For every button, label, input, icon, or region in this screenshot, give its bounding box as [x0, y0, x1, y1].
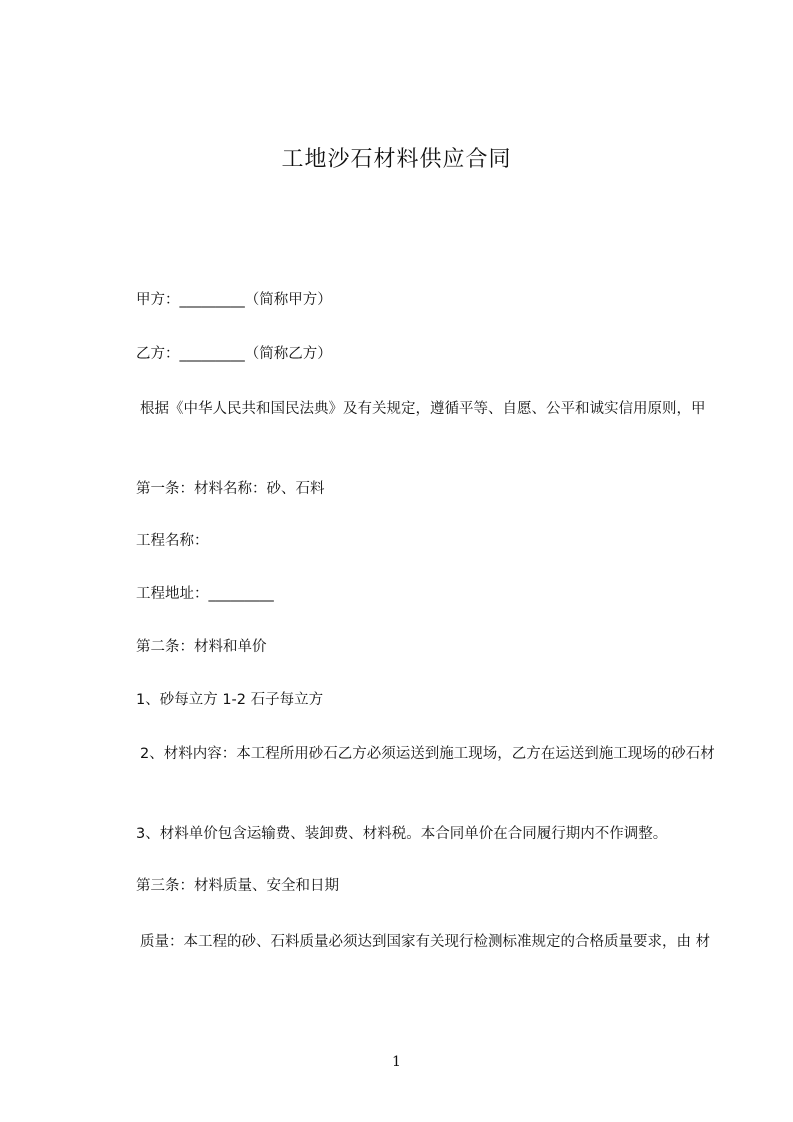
preamble-paragraph: 根据《中华人民共和国民法典》及有关规定，遵循平等、自愿、公平和诚实信用原则，甲: [140, 401, 706, 417]
project-address-line: 工程地址：_________: [136, 586, 274, 602]
article-2-heading: 第二条：材料和单价: [136, 639, 267, 655]
page-number: 1: [392, 1054, 401, 1070]
item-1-line: 1、砂每立方 1-2 石子每立方: [136, 692, 324, 708]
item-3-line: 3、材料单价包含运输费、装卸费、材料税。本合同单价在合同履行期内不作调整。: [136, 826, 668, 842]
article-3-heading: 第三条：材料质量、安全和日期: [136, 878, 339, 894]
article-1-heading: 第一条：材料名称：砂、石料: [136, 481, 325, 497]
quality-paragraph: 质量：本工程的砂、石料质量必须达到国家有关现行检测标准规定的合格质量要求，由 材: [140, 934, 711, 950]
party-a-line: 甲方：_________（简称甲方）: [136, 292, 332, 308]
party-b-line: 乙方：_________（简称乙方）: [136, 346, 332, 362]
project-name-line: 工程名称：: [136, 533, 209, 549]
document-title: 工地沙石材料供应合同: [281, 147, 512, 172]
item-2-paragraph: 2、材料内容：本工程所用砂石乙方必须运送到施工现场，乙方在运送到施工现场的砂石材: [140, 746, 715, 762]
